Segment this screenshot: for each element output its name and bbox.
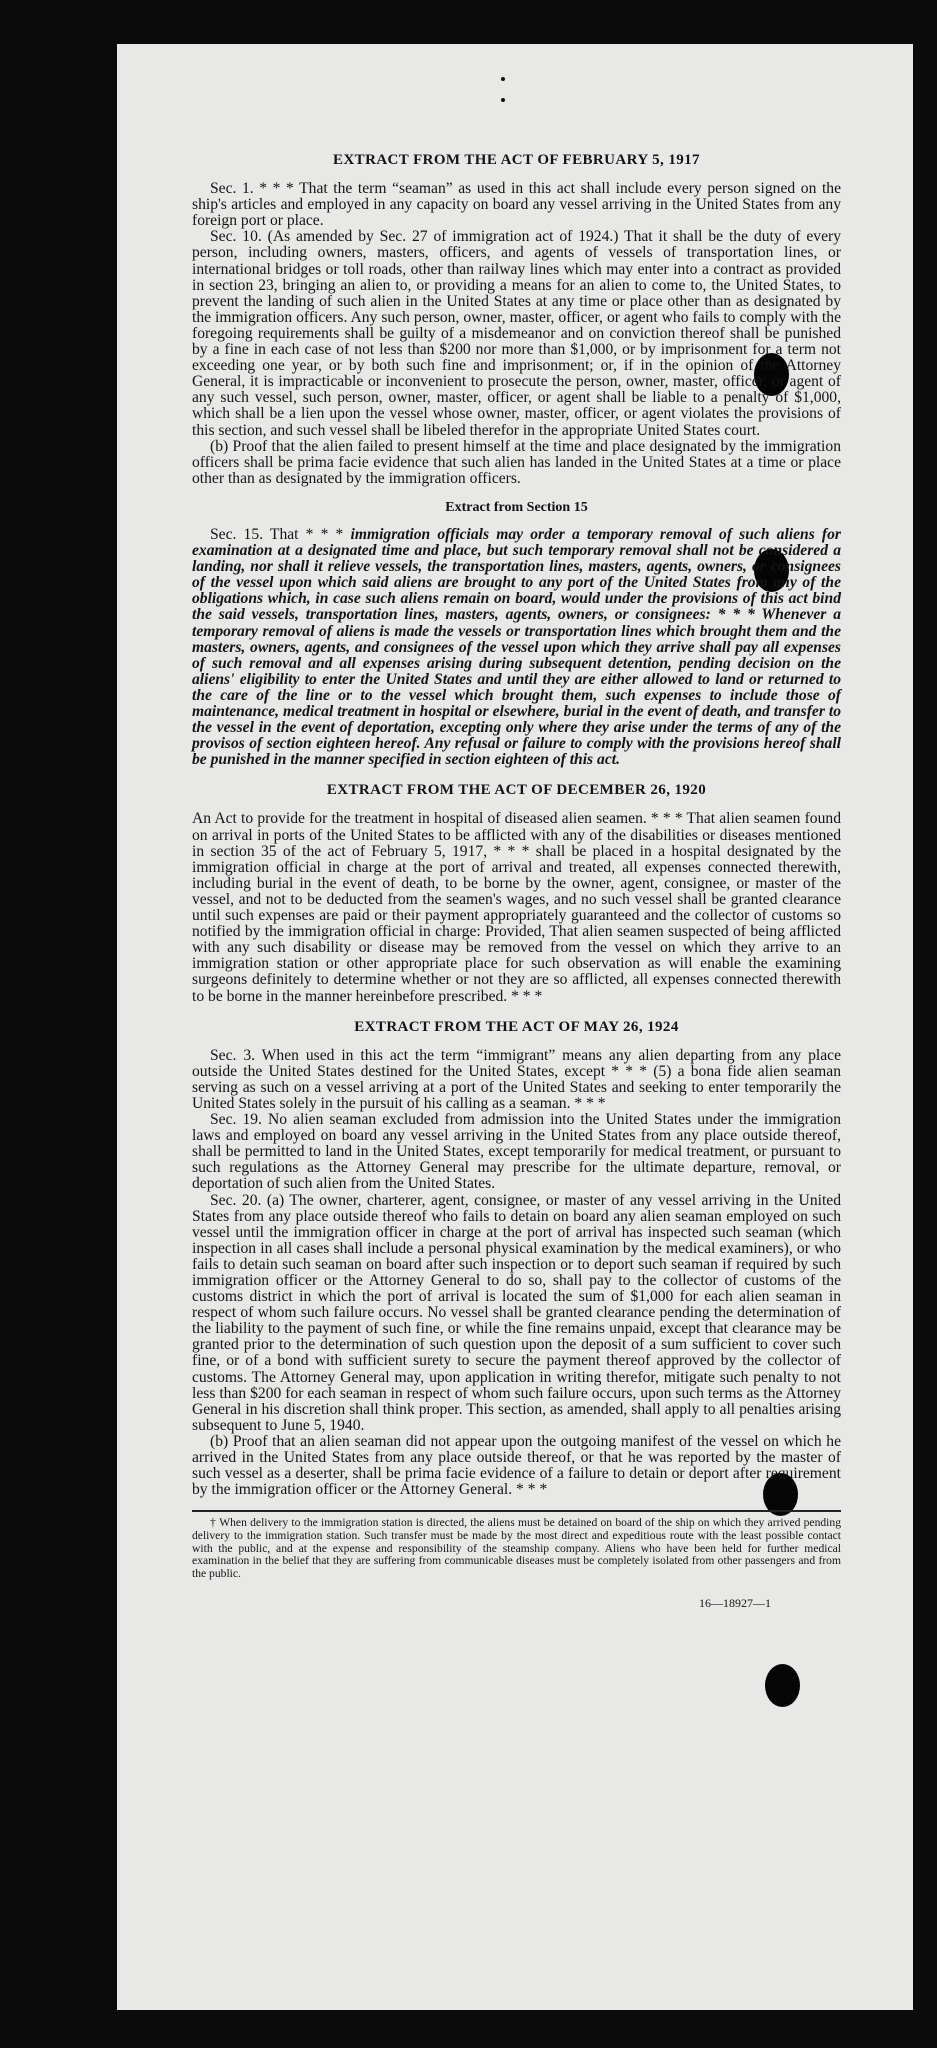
- paragraph-proof-b: (b) Proof that the alien failed to present himself at the time and place designated by the immigration officers shall be prima facie evidence that such alien has landed in the United States at a time or place other than as designated by the immigration officers.: [192, 437, 841, 487]
- sec-15-body: immigration officials may order a temporary removal of such aliens for examination at a designated time and place, but such temporary removal shall not be considered a landing, nor shall it relieve vessels, the transportation lines, masters, agents, owners, or consignees of the vessel upon which said aliens are brought to any port of the United States from any of the obligations which, in case such aliens remain on board, would under the provisions of this act bind the said vessels, transportation lines, masters, agents, owners, or consignees: * * * Whenever a temporary removal of aliens is made the vessels or transportation lines which brought them and the masters, owners, agents, and consignees of the vessel upon which they arrive shall pay all expenses of such removal and all expenses arising during subsequent detention, pending decision on the aliens' eligibility to enter the United States and until they are either allowed to land or returned to the care of the line or to the vessel which brought them, such expenses to include those of maintenance, medical treatment in hospital or elsewhere, burial in the event of death, and transfer to the vessel in the event of deportation, excepting only where they arise under the terms of any of the provisos of section eighteen hereof. Any refusal or failure to comply with the provisions hereof shall be punished in the manner specified in section eighteen of this act.: [192, 525, 841, 769]
- speck: [501, 98, 505, 102]
- paragraph-sec-1: Sec. 1. * * * That the term “seaman” as used in this act shall include every person signed on the ship's articles and employed in any capacity on board any vessel arriving in the United States from any foreign port or place.: [192, 180, 841, 230]
- sec-15-lead: Sec. 15. That * * *: [210, 525, 344, 543]
- footnote-divider: [192, 1510, 841, 1512]
- heading-act-1917: EXTRACT FROM THE ACT OF FEBRUARY 5, 1917: [333, 152, 700, 168]
- heading-act-1920: EXTRACT FROM THE ACT OF DECEMBER 26, 1920: [326, 782, 707, 799]
- paragraph-sec-15: [192, 527, 841, 768]
- paragraph-sec-3: Sec. 3. When used in this act the term “immigrant” means any alien departing from any place outside the United States destined for the United States, except * * * (5) a bona fide alien seaman serving as such on a vessel arriving at a port of the United States and seeking to enter temporarily the United States solely in the pursuit of his calling as a seaman. * * *: [192, 1046, 841, 1112]
- document-body: [192, 144, 841, 1611]
- footnote: † When delivery to the immigration station is directed, the aliens must be detained on board of the ship on which they arrived pending delivery to the immigration station. Such transfer must be made by the most direct and expeditious route with the least possible contact with the public, and at the expense and responsibility of the steamship company. Aliens who have been held for further medical examination in the belief that they are suffering from communicable diseases must be completely isolated from other passengers and from the public.: [192, 1516, 841, 1580]
- punch-hole: [765, 1664, 800, 1707]
- form-number: 16—18927—1: [699, 1596, 771, 1611]
- paragraph-sec-19: Sec. 19. No alien seaman excluded from admission into the United States under the immigration laws and employed on board any vessel arriving in the United States from any place outside thereof, shall be permitted to land in the United States, except temporarily for medical treatment, or pursuant to such regulations as the Attorney General may prescribe for the ultimate departure, removal, or deportation of such alien from the United States.: [192, 1111, 841, 1193]
- paragraph-sec-20b: (b) Proof that an alien seaman did not appear upon the outgoing manifest of the vessel on which he arrived in the United States from any place outside thereof, or that he was reported by the master of such vessel as a deserter, shall be prima facie evidence of a failure to detain or deport after requirement by the immigration officer or the Attorney General. * * *: [192, 1432, 841, 1499]
- document-page: [117, 44, 913, 2010]
- paragraph-sec-10: Sec. 10. (As amended by Sec. 27 of immigration act of 1924.) That it shall be the duty of every person, including owners, masters, officers, and agents of vessels of transportation lines, or international bridges or toll roads, other than railway lines which may enter into a contract as provided in section 23, bringing an alien to, or providing a means for an alien to come to, the United States, to prevent the landing of such alien in the United States at any time or place other than as designated by the immigration officers. Any such person, owner, master, officer, or agent who fails to comply with the foregoing requirements shall be guilty of a misdemeanor and on conviction thereof shall be punished by a fine in each case of not less than $200 nor more than $1,000, or by imprisonment for a term not exceeding one year, or by both such fine and imprisonment; or, if in the opinion of the Attorney General, it is impracticable or inconvenient to prosecute the person, owner, master, officer, or agent of any such vessel, such person, owner, master, officer, or agent shall be liable to a penalty of $1,000, which shall be a lien upon the vessel whose owner, master, officer, or agent violates the provisions of this section, and such vessel shall be libeled therefor in the appropriate United States court.: [192, 228, 841, 439]
- heading-section-15: Extract from Section 15: [445, 499, 588, 515]
- speck: [501, 77, 505, 81]
- paragraph-sec-20a: Sec. 20. (a) The owner, charterer, agent, consignee, or master of any vessel arriving in the United States from any place outside thereof who fails to detain on board any alien seaman employed on such vessel until the immigration officer in charge at the port of arrival has inspected such seaman (which inspection in all cases shall include a personal physical examination by the medical examiners), or who fails to detain such seaman on board after such inspection or to deport such seaman if required by such immigration officer or the Attorney General to do so, shall pay to the collector of customs of the customs district in which the port of arrival is located the sum of $1,000 for each alien seaman in respect of whom such failure occurs. No vessel shall be granted clearance pending the determination of the liability to the payment of such fine, or while the fine remains unpaid, except that clearance may be granted prior to the determination of such question upon the deposit of a sum sufficient to cover such fine, or of a bond with sufficient surety to secure the payment thereof approved by the collector of customs. The Attorney General may, upon application in writing therefor, mitigate such penalty to not less than $200 for each seaman in respect of whom such failure occurs, upon such terms as the Attorney General in his discretion shall think proper. This section, as amended, shall apply to all penalties arising subsequent to June 5, 1940.: [192, 1191, 841, 1434]
- paragraph-act-1920: An Act to provide for the treatment in hospital of diseased alien seamen. * * * That alien seamen found on arrival in ports of the United States to be afflicted with any of the disabilities or diseases mentioned in section 35 of the act of February 5, 1917, * * * shall be placed in a hospital designated by the immigration official in charge at the port of arrival and treated, all expenses connected therewith, including burial in the event of death, to be borne by the owner, agent, consignee, or master of the vessel, and not to be deducted from the seamen's wages, and no such vessel shall be granted clearance until such expenses are paid or their payment appropriately guaranteed and the collector of customs so notified by the immigration official in charge: Provided, That alien seamen suspected of being afflicted with any such disability or disease may be removed from the vessel on which they arrive to an immigration station or other appropriate place for such observation as will enable the examining surgeons definitely to determine whether or not they are so afflicted, all expenses connected therewith to be borne in the manner hereinbefore prescribed. * * *: [192, 810, 841, 1005]
- heading-act-1924: EXTRACT FROM THE ACT OF MAY 26, 1924: [354, 1018, 679, 1035]
